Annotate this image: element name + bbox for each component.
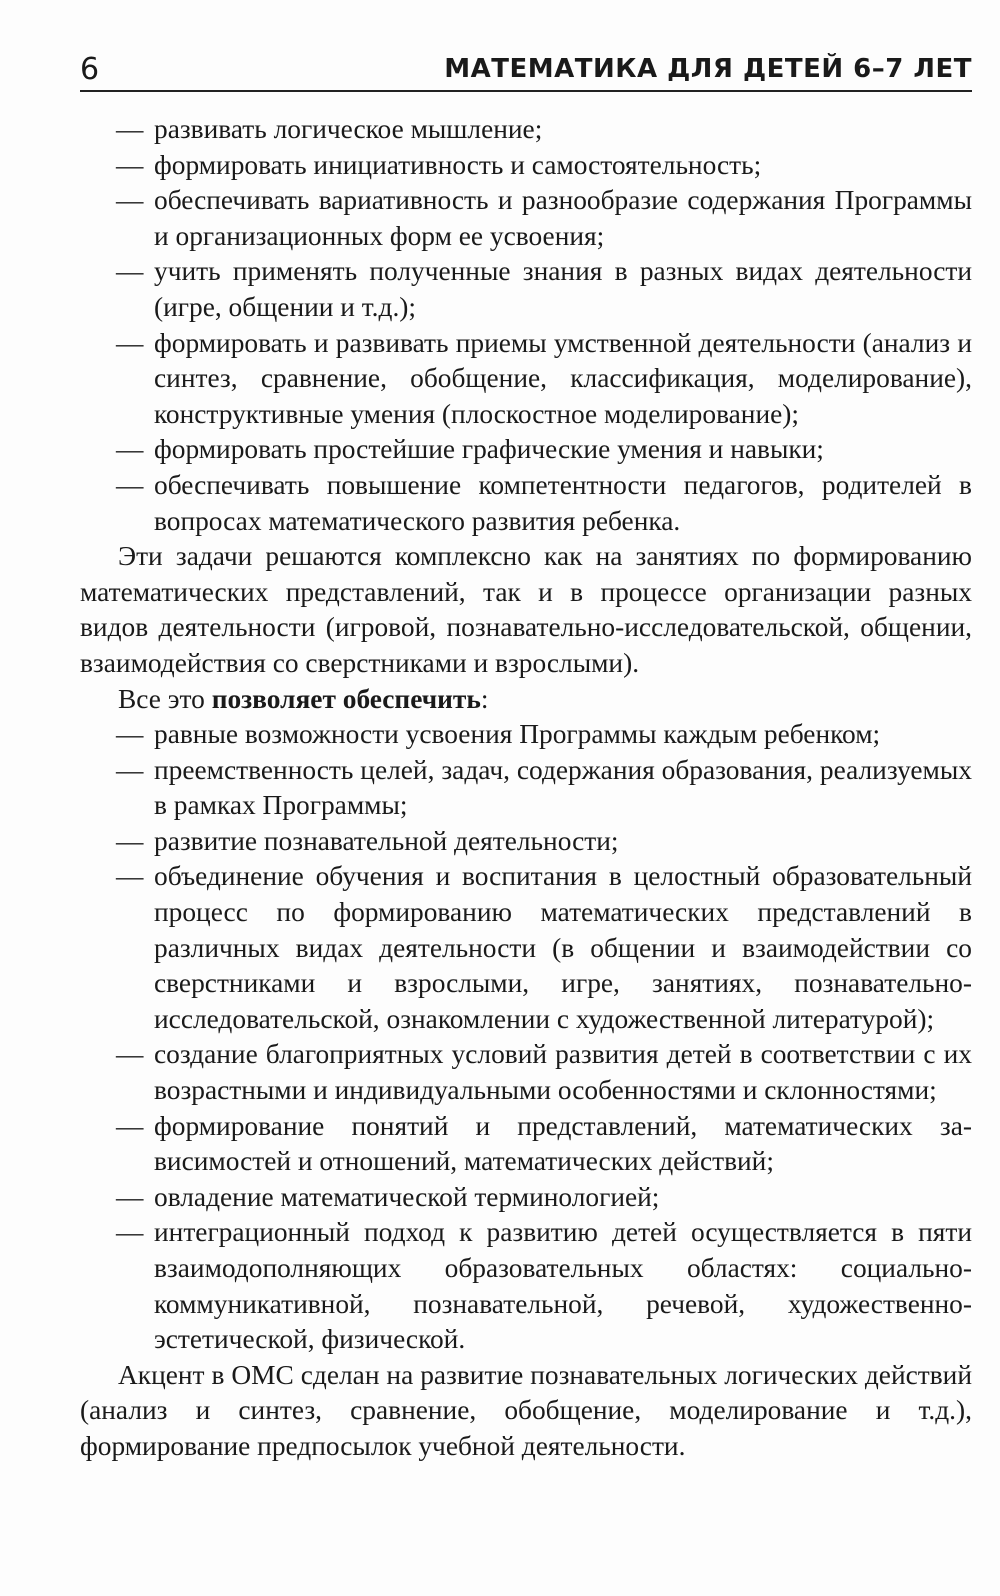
list-item (80, 432, 972, 468)
list-item-text: формировать и развивать приемы умственной деятельности (анализ и синтез, сравнение, обобщение, классификация, моделирование), конструктивные умения (плоскостное моделирование); (154, 327, 972, 429)
list-item-text: объединение обучения и воспитания в целостный образовательный процесс по формированию математических представлений в различных видах деятельности (в общении и взаимодействии со сверстниками и взрослыми, игре, занятиях, познавательно-исследовательской, ознакомлении с художественной литературой); (154, 861, 972, 1034)
list-item (80, 1109, 972, 1180)
dash-marker: — (116, 825, 144, 856)
list-item-text: интеграционный подход к развитию детей осуществляется в пяти взаимодополняющих образовательных областях: социально-коммуникативной, познавательной, речевой, художественно-эстетической, физической. (154, 1217, 972, 1355)
paragraph-accent: Акцент в ОМС сделан на развитие познавательных логических действий (анализ и синтез, сравнение, обобщение, моделирование и т.д.), формирование предпосылок учебной деятельности. (80, 1359, 972, 1461)
list-item-text: преемственность целей, задач, содержания образования, реализуемых в рамках Программы; (154, 754, 972, 821)
paragraph-intro (80, 682, 972, 718)
list-item (80, 1180, 972, 1216)
dash-marker: — (116, 1181, 144, 1212)
dash-marker: — (116, 1110, 144, 1141)
list-item (80, 468, 972, 539)
list-item (80, 148, 972, 184)
page-header (80, 50, 972, 92)
list-item (80, 859, 972, 1037)
list-item-text: развивать логическое мышление; (154, 114, 543, 144)
list-item-text: овладение математической терминологией; (154, 1181, 660, 1212)
dash-marker: — (116, 1039, 144, 1070)
dash-marker: — (116, 861, 144, 892)
list-item (80, 1037, 972, 1108)
page-number: 6 (80, 52, 100, 87)
dash-marker: — (116, 469, 144, 500)
list-item-text: формирование понятий и представлений, математических зависимостей и отношений, математических действий; (154, 1110, 972, 1177)
dash-marker: — (116, 149, 144, 180)
list-item-text: формировать простейшие графические умения и навыки; (154, 434, 824, 465)
dash-marker: — (116, 114, 144, 144)
page-content (80, 112, 972, 1465)
list-item (80, 183, 972, 254)
paragraph-intro-lead: Все это (118, 683, 212, 714)
dash-marker: — (116, 719, 144, 750)
list-item-text: формировать инициативность и самостоятельность; (154, 149, 762, 180)
dash-marker: — (116, 256, 144, 287)
dash-marker: — (116, 754, 144, 785)
outcomes-list (80, 717, 972, 1358)
list-item-text: создание благоприятных условий развития детей в соответствии с их возрастными и индивидуальными особенностями и склонностями; (154, 1039, 972, 1106)
dash-marker: — (116, 434, 144, 465)
list-item-text: развитие познавательной деятельности; (154, 825, 619, 856)
paragraph-intro-tail: : (480, 683, 489, 714)
dash-marker: — (116, 327, 144, 358)
list-item (80, 717, 972, 753)
list-item-text: обеспечивать повышение компетентности педагогов, родителей в вопросах математического развития ребенка. (154, 469, 972, 536)
list-item-text: равные возможности усвоения Программы каждым ребенком; (154, 719, 881, 750)
list-item (80, 254, 972, 325)
list-item (80, 1215, 972, 1357)
list-item (80, 753, 972, 824)
list-item-text: учить применять полученные знания в разных видах деятельности (игре, общении и т.д.); (154, 256, 972, 322)
list-item (80, 326, 972, 433)
goals-list (80, 112, 972, 539)
running-title: МАТЕМАТИКА ДЛЯ ДЕТЕЙ 6–7 ЛЕТ (444, 54, 972, 84)
dash-marker: — (116, 1217, 144, 1248)
list-item (80, 824, 972, 860)
paragraph-tasks: Эти задачи решаются комплексно как на занятиях по формированию математических представлений, так и в процессе организации разных видов деятельности (игровой, познавательно-исследовательской, общении, взаимодействия со сверстниками и взрослыми). (80, 541, 972, 678)
list-item-text: обеспечивать вариативность и разнообразие содержания Программы и организационных форм ее усвоения; (154, 185, 972, 251)
paragraph-intro-bold: позволяет обеспечить (211, 683, 481, 714)
list-item (80, 112, 972, 148)
dash-marker: — (116, 185, 144, 216)
